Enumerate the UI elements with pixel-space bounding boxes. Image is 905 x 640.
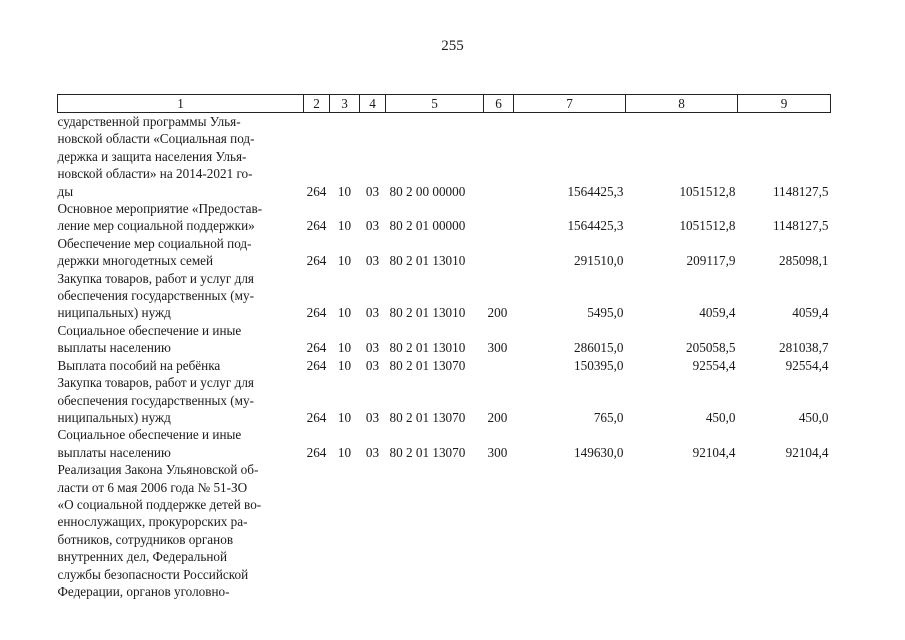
row-description (58, 235, 304, 270)
amount-col8: 4059,4 (699, 305, 736, 321)
amount-col8 (626, 461, 738, 600)
column-header-7: 7 (514, 95, 626, 113)
description-line: внутренних дел, Федеральной (57, 549, 228, 565)
description-line: Закупка товаров, работ и услуг для (57, 375, 254, 391)
expense-type-code (484, 235, 514, 270)
subsection-code: 03 (365, 409, 380, 425)
amount-col9: 4059,4 (792, 305, 829, 321)
section-code: 10 (337, 183, 352, 199)
description-line: держки многодетных семей (57, 253, 214, 269)
target-article-code: 80 2 00 00000 (389, 183, 466, 199)
ministry-code: 264 (306, 340, 327, 356)
amount-col7: 1564425,3 (567, 218, 624, 234)
description-line: сударственной программы Улья- (57, 114, 241, 129)
description-line: ление мер социальной поддержки» (57, 218, 255, 234)
subsection-code: 03 (365, 183, 380, 199)
amount-col9: 285098,1 (779, 253, 829, 269)
row-description (58, 200, 304, 235)
section-code: 10 (337, 305, 352, 321)
description-line: Реализация Закона Ульяновской об- (57, 462, 259, 478)
description-line: выплаты населению (57, 340, 171, 356)
amount-col9: 92104,4 (785, 444, 829, 460)
row-description (58, 374, 304, 426)
description-line: службы безопасности Российской (57, 566, 249, 582)
column-header-9: 9 (738, 95, 831, 113)
budget-table (57, 94, 831, 600)
description-line: Основное мероприятие «Предостав- (57, 201, 263, 217)
description-line: новской области «Социальная под- (57, 131, 255, 147)
table-row (58, 235, 831, 270)
description-line: Федерации, органов уголовно- (57, 583, 230, 599)
amount-col9: 281038,7 (779, 340, 829, 356)
description-line: ботников, сотрудников органов (57, 531, 234, 547)
description-line: ды (57, 183, 74, 199)
target-article-code: 80 2 01 13010 (389, 253, 466, 269)
amount-col7: 5495,0 (587, 305, 624, 321)
table-header-row (58, 95, 831, 113)
row-description (58, 461, 304, 600)
description-line: Выплата пособий на ребёнка (57, 357, 221, 373)
description-line: обеспечения государственных (му- (57, 288, 255, 304)
column-header-5: 5 (386, 95, 484, 113)
target-article-code (386, 461, 484, 600)
table-row (58, 461, 831, 600)
amount-col7: 286015,0 (574, 340, 624, 356)
amount-col7: 149630,0 (574, 444, 624, 460)
description-line: Социальное обеспечение и иные (57, 427, 242, 443)
table-body (58, 113, 831, 601)
amount-col9 (738, 461, 831, 600)
amount-col9: 450,0 (798, 409, 829, 425)
subsection-code: 03 (365, 253, 380, 269)
description-line: «О социальной поддержке детей во- (57, 496, 262, 512)
section-code: 10 (337, 444, 352, 460)
description-line: обеспечения государственных (му- (57, 392, 255, 408)
amount-col7: 1564425,3 (567, 183, 624, 199)
amount-col7: 150395,0 (574, 357, 624, 373)
expense-type-code (484, 357, 514, 374)
ministry-code (304, 461, 330, 600)
ministry-code: 264 (306, 444, 327, 460)
ministry-code: 264 (306, 357, 327, 373)
description-line: еннослужащих, прокурорских ра- (57, 514, 248, 530)
amount-col7: 291510,0 (574, 253, 624, 269)
table-row (58, 374, 831, 426)
row-description (58, 113, 304, 201)
subsection-code: 03 (365, 357, 380, 373)
description-line: выплаты населению (57, 444, 171, 460)
description-line: ласти от 6 мая 2006 года № 51-ЗО (57, 479, 248, 495)
description-line: Социальное обеспечение и иные (57, 322, 242, 338)
column-header-1: 1 (58, 95, 304, 113)
description-line: ниципальных) нужд (57, 305, 171, 321)
page-number: 255 (441, 38, 464, 54)
column-header-4: 4 (360, 95, 386, 113)
expense-type-code: 200 (487, 409, 508, 425)
ministry-code: 264 (306, 305, 327, 321)
ministry-code: 264 (306, 253, 327, 269)
subsection-code: 03 (365, 444, 380, 460)
section-code (330, 461, 360, 600)
amount-col9: 92554,4 (785, 357, 829, 373)
target-article-code: 80 2 01 13070 (389, 409, 466, 425)
expense-type-code (484, 461, 514, 600)
row-description (58, 426, 304, 461)
table-row (58, 270, 831, 322)
section-code: 10 (337, 357, 352, 373)
amount-col8: 1051512,8 (679, 183, 736, 199)
amount-col9: 1148127,5 (772, 218, 829, 234)
row-description (58, 270, 304, 322)
ministry-code: 264 (306, 409, 327, 425)
table-row (58, 357, 831, 374)
table-row (58, 322, 831, 357)
target-article-code: 80 2 01 00000 (389, 218, 466, 234)
target-article-code: 80 2 01 13010 (389, 305, 466, 321)
expense-type-code: 300 (487, 444, 508, 460)
subsection-code: 03 (365, 305, 380, 321)
amount-col9: 1148127,5 (772, 183, 829, 199)
amount-col8: 209117,9 (686, 253, 736, 269)
section-code: 10 (337, 218, 352, 234)
amount-col7: 765,0 (593, 409, 624, 425)
amount-col8: 450,0 (705, 409, 736, 425)
subsection-code: 03 (365, 340, 380, 356)
column-header-2: 2 (304, 95, 330, 113)
table-row (58, 426, 831, 461)
description-line: держка и защита населения Улья- (57, 148, 247, 164)
column-header-8: 8 (626, 95, 738, 113)
target-article-code: 80 2 01 13010 (389, 340, 466, 356)
target-article-code: 80 2 01 13070 (389, 444, 466, 460)
section-code: 10 (337, 253, 352, 269)
section-code: 10 (337, 340, 352, 356)
amount-col7 (514, 461, 626, 600)
ministry-code: 264 (306, 218, 327, 234)
expense-type-code: 200 (487, 305, 508, 321)
expense-type-code (484, 200, 514, 235)
amount-col8: 92104,4 (692, 444, 736, 460)
column-header-3: 3 (330, 95, 360, 113)
subsection-code (360, 461, 386, 600)
subsection-code: 03 (365, 218, 380, 234)
ministry-code: 264 (306, 183, 327, 199)
description-line: ниципальных) нужд (57, 409, 171, 425)
amount-col8: 92554,4 (692, 357, 736, 373)
expense-type-code: 300 (487, 340, 508, 356)
expense-type-code (484, 113, 514, 201)
column-header-6: 6 (484, 95, 514, 113)
table-row (58, 113, 831, 201)
row-description (58, 357, 304, 374)
table-row (58, 200, 831, 235)
description-line: Закупка товаров, работ и услуг для (57, 270, 254, 286)
description-line: Обеспечение мер социальной под- (57, 235, 252, 251)
amount-col8: 205058,5 (686, 340, 736, 356)
section-code: 10 (337, 409, 352, 425)
amount-col8: 1051512,8 (679, 218, 736, 234)
description-line: новской области» на 2014-2021 го- (57, 166, 253, 182)
row-description (58, 322, 304, 357)
target-article-code: 80 2 01 13070 (389, 357, 466, 373)
